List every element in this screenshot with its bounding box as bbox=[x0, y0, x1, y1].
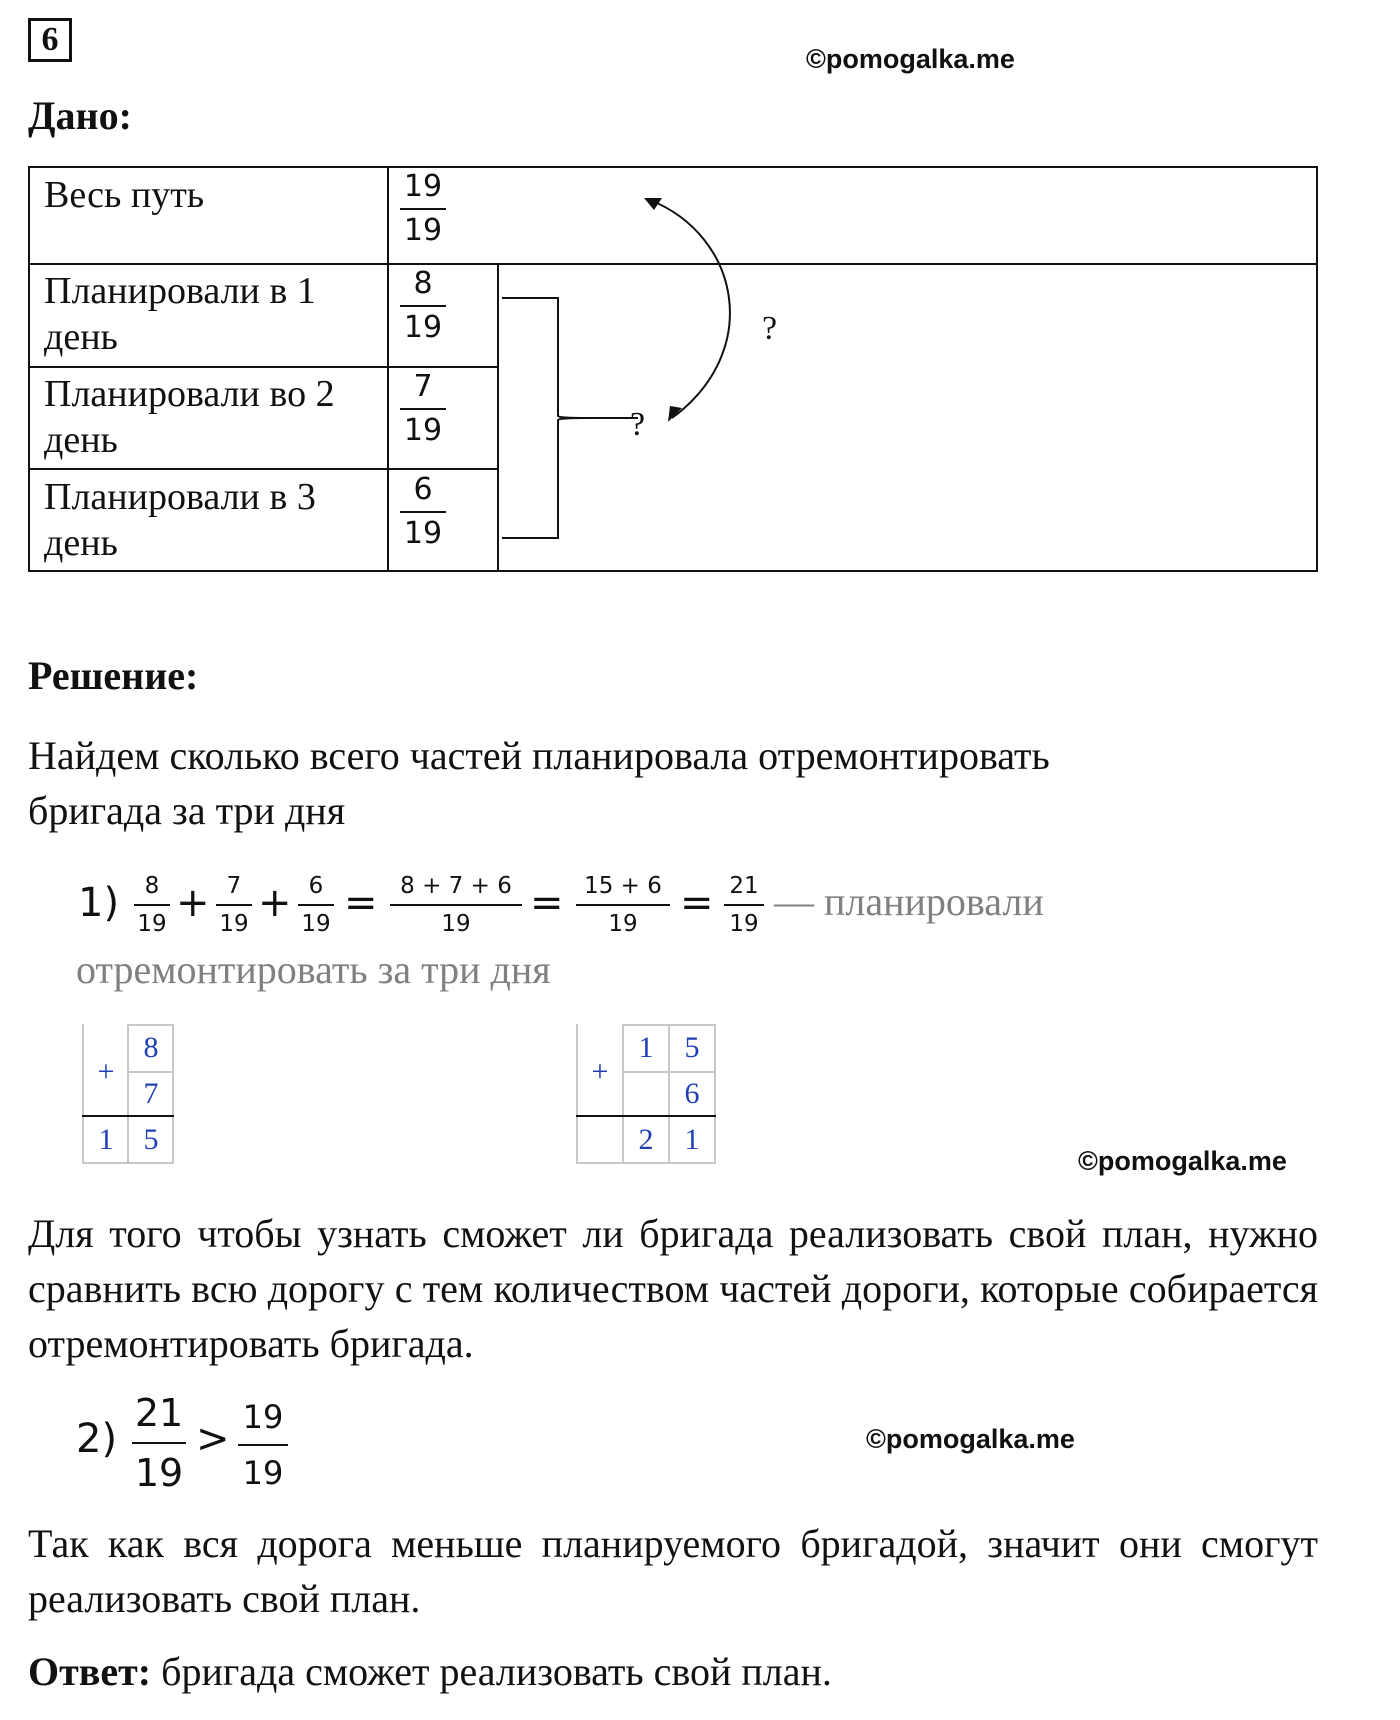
column-addition-2 bbox=[576, 1024, 716, 1164]
greater-than-sign: > bbox=[196, 1416, 230, 1462]
row-label-day2: Планировали во 2 день bbox=[44, 373, 335, 461]
answer-line bbox=[28, 1644, 1318, 1699]
fraction-total bbox=[400, 166, 446, 252]
problem-number: 6 bbox=[28, 18, 72, 62]
fraction-day2 bbox=[400, 366, 446, 452]
step1-f5-num: 15 + 6 bbox=[584, 873, 662, 899]
step2-label: 2) bbox=[76, 1416, 118, 1462]
paragraph-comparison: Для того чтобы узнать сможет ли бригада реализовать свой план, нужно сравнить всю дорогу с тем количеством частей дороги, которые собирается отремонтировать бригада. bbox=[28, 1211, 1318, 1366]
column-1-sum-tens: 1 bbox=[98, 1123, 114, 1156]
step2-left-num: 21 bbox=[134, 1391, 184, 1435]
step1-fraction-3 bbox=[298, 868, 334, 942]
fraction-day3-num: 6 bbox=[413, 472, 433, 507]
step1-fraction-2 bbox=[216, 868, 252, 942]
fraction-day2-num: 7 bbox=[413, 369, 433, 404]
step1-f4-den: 19 bbox=[441, 911, 471, 937]
plus-sign: + bbox=[176, 880, 210, 926]
step2-fraction-right bbox=[238, 1390, 288, 1500]
watermark-middle: ©pomogalka.me bbox=[1078, 1146, 1287, 1176]
column-2-sum-tens: 2 bbox=[638, 1123, 654, 1156]
curved-arrow bbox=[650, 200, 730, 418]
fraction-day1-num: 8 bbox=[413, 266, 433, 301]
equals-sign: = bbox=[680, 880, 714, 926]
step2-fraction-left bbox=[132, 1384, 186, 1502]
step1-f1-den: 19 bbox=[137, 911, 167, 937]
watermark-top: ©pomogalka.me bbox=[806, 44, 1015, 74]
given-heading: Дано: bbox=[28, 93, 132, 138]
answer-label: Ответ: bbox=[28, 1649, 152, 1694]
fraction-day1 bbox=[400, 263, 446, 349]
column-2-sum-units: 1 bbox=[684, 1123, 700, 1156]
step1-f4-num: 8 + 7 + 6 bbox=[400, 873, 512, 899]
fraction-day3 bbox=[400, 469, 446, 555]
step1-fraction-4 bbox=[390, 868, 522, 942]
row-label-total: Весь путь bbox=[44, 174, 205, 216]
column-1-b-units: 7 bbox=[143, 1077, 159, 1110]
step1-f5-den: 19 bbox=[608, 911, 638, 937]
paragraph-conclusion: Так как вся дорога меньше планируемого бригадой, значит они смогут реализовать свой план. bbox=[28, 1521, 1318, 1621]
step1-f3-num: 6 bbox=[308, 873, 324, 899]
step2-equation bbox=[0, 1380, 1400, 1510]
step1-comment-1: — планировали bbox=[774, 879, 1044, 924]
column-2-a-tens: 1 bbox=[638, 1031, 654, 1064]
step1-f6-den: 19 bbox=[729, 911, 759, 937]
question-mark-sum: ? bbox=[630, 406, 646, 443]
equals-sign: = bbox=[344, 880, 378, 926]
step2-left-den: 19 bbox=[134, 1451, 184, 1495]
step2-right-num: 19 bbox=[242, 1398, 284, 1436]
row-label-day1: Планировали в 1 день bbox=[44, 270, 316, 358]
column-1-a-units: 8 bbox=[143, 1031, 159, 1064]
watermark-bottom: ©pomogalka.me bbox=[866, 1424, 1075, 1454]
step1-comment-2: отремонтировать за три дня bbox=[76, 947, 551, 992]
given-table bbox=[28, 166, 1318, 572]
step1-equation bbox=[0, 860, 1400, 1010]
column-1-plus-sign: + bbox=[97, 1055, 115, 1088]
column-2-b-units: 6 bbox=[684, 1077, 700, 1110]
step1-fraction-1 bbox=[134, 868, 170, 942]
step1-f2-den: 19 bbox=[219, 911, 249, 937]
step1-f1-num: 8 bbox=[144, 873, 160, 899]
brace-upper bbox=[502, 298, 638, 418]
question-mark-total: ? bbox=[762, 310, 778, 347]
fraction-total-num: 19 bbox=[403, 169, 443, 204]
column-2-plus-sign: + bbox=[591, 1055, 609, 1088]
fraction-day1-den: 19 bbox=[403, 310, 443, 345]
answer-text: бригада сможет реализовать свой план. bbox=[151, 1649, 832, 1694]
step2-right-den: 19 bbox=[242, 1454, 284, 1492]
arrow-head-bottom bbox=[668, 406, 682, 422]
fraction-day2-den: 19 bbox=[403, 413, 443, 448]
step1-fraction-5 bbox=[576, 868, 670, 942]
column-addition-1 bbox=[82, 1024, 174, 1164]
step1-label: 1) bbox=[78, 880, 120, 926]
fraction-total-den: 19 bbox=[403, 213, 443, 248]
step1-f2-num: 7 bbox=[226, 873, 242, 899]
equals-sign: = bbox=[530, 880, 564, 926]
column-2-a-units: 5 bbox=[684, 1031, 700, 1064]
brace-lower bbox=[502, 418, 588, 538]
fraction-day3-den: 19 bbox=[403, 516, 443, 551]
row-label-day3: Планировали в 3 день bbox=[44, 476, 316, 564]
solution-heading: Решение: bbox=[28, 653, 199, 698]
step1-f3-den: 19 bbox=[301, 911, 331, 937]
solution-intro: Найдем сколько всего частей планировала отремонтировать бригада за три дня bbox=[28, 733, 1050, 833]
plus-sign: + bbox=[258, 880, 292, 926]
column-1-sum-units: 5 bbox=[143, 1123, 159, 1156]
step1-fraction-6 bbox=[724, 868, 764, 942]
step1-f6-num: 21 bbox=[729, 873, 759, 899]
